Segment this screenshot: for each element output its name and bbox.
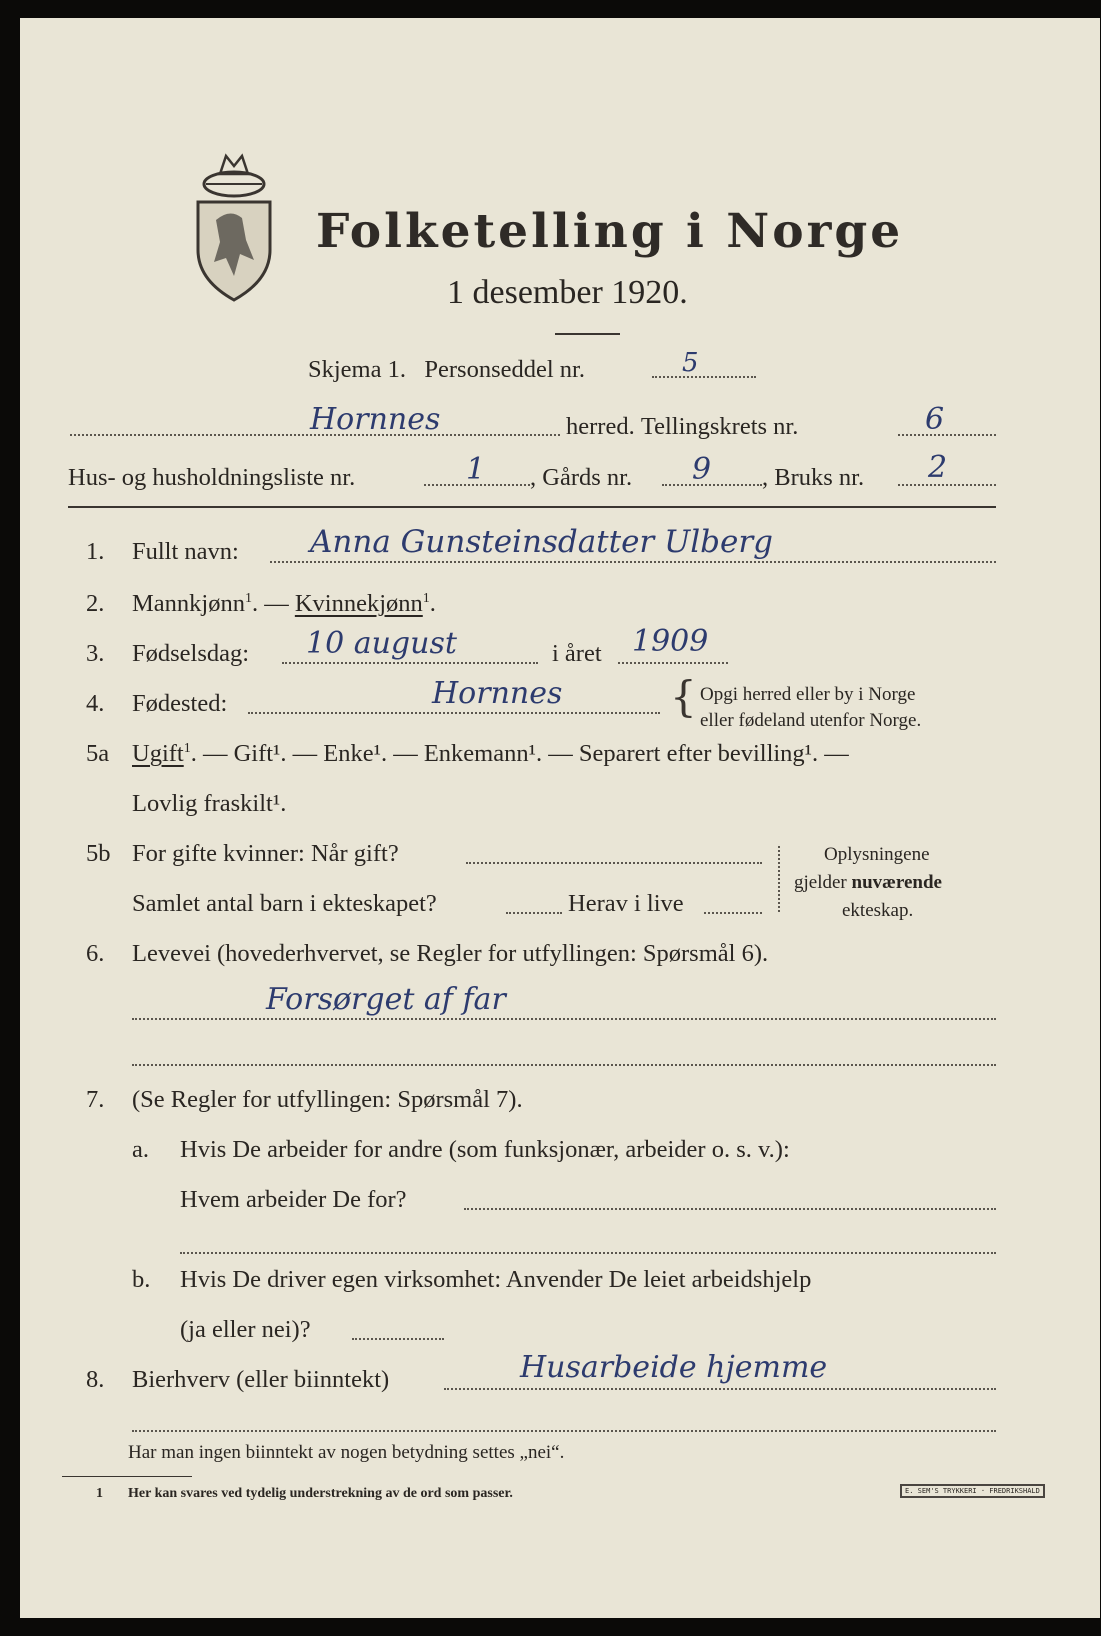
personseddel-value[interactable]: 5 xyxy=(682,348,699,378)
q7a-letter: a. xyxy=(132,1136,149,1163)
q5b-note-1: Oplysningene xyxy=(824,844,930,865)
q4-note-2: eller fødeland utenfor Norge. xyxy=(700,710,922,731)
q4-note-1: Opgi herred eller by i Norge xyxy=(700,684,916,705)
gards-label: , Gårds nr. xyxy=(530,464,633,491)
q7b-letter: b. xyxy=(132,1266,151,1293)
male-option[interactable]: Mannkjønn xyxy=(132,590,245,617)
q1-line xyxy=(270,561,996,563)
census-date: 1 desember 1920. xyxy=(447,274,688,311)
gards-line xyxy=(662,484,762,486)
unmarried-option[interactable]: Ugift xyxy=(132,740,184,767)
birthdate-value[interactable]: 10 august xyxy=(306,626,457,661)
personseddel-line xyxy=(652,376,756,378)
q4-number: 4. xyxy=(86,690,105,717)
married-when-line xyxy=(466,862,762,864)
q3-number: 3. xyxy=(86,640,105,667)
q5b-label-3: Herav i live xyxy=(568,890,684,917)
birthplace-value[interactable]: Hornnes xyxy=(432,676,563,711)
q5b-label-1: For gifte kvinner: Når gift? xyxy=(132,840,399,867)
birthyear-value[interactable]: 1909 xyxy=(632,624,709,659)
alive-line xyxy=(704,912,762,914)
hired-help-line xyxy=(352,1338,444,1340)
coat-of-arms-icon xyxy=(190,150,278,305)
q5a-line2: Lovlig fraskilt¹. xyxy=(132,790,287,817)
title-divider xyxy=(555,333,620,335)
q5a-options: Ugift$^1$. — Gift¹. — Enke¹. — Enkemann¹. — Separert efter bevilling¹. — xyxy=(132,740,849,767)
year-line xyxy=(618,662,728,664)
q5a-number: 5a xyxy=(86,740,110,767)
q8-number: 8. xyxy=(86,1366,105,1393)
bruks-value[interactable]: 2 xyxy=(928,450,948,485)
footnote-mark: 1 xyxy=(96,1486,103,1501)
q4-brace: { xyxy=(670,672,697,721)
q7a-text: Hvis De arbeider for andre (som funksjonær, arbeider o. s. v.): xyxy=(180,1136,790,1163)
occupation-value[interactable]: Forsørget af far xyxy=(266,982,506,1017)
q7-label: (Se Regler for utfyllingen: Spørsmål 7). xyxy=(132,1086,523,1113)
q7b-question: (ja eller nei)? xyxy=(180,1316,311,1343)
q6-line-1 xyxy=(132,1018,996,1020)
side-income-value[interactable]: Husarbeide hjemme xyxy=(520,1350,828,1385)
q5b-number: 5b xyxy=(86,840,111,867)
children-line xyxy=(506,912,562,914)
q6-number: 6. xyxy=(86,940,105,967)
tellingskrets-line xyxy=(898,434,996,436)
herred-value[interactable]: Hornnes xyxy=(310,402,441,437)
q3-label: Fødselsdag: xyxy=(132,640,250,667)
form-title: Folketelling i Norge xyxy=(316,204,904,259)
q1-number: 1. xyxy=(86,538,105,565)
q3-line xyxy=(282,662,538,664)
q4-line xyxy=(248,712,660,714)
q6-line-2 xyxy=(132,1064,996,1066)
year-label: i året xyxy=(552,640,602,667)
gards-value[interactable]: 9 xyxy=(692,452,712,487)
q5b-label-2: Samlet antal barn i ekteskapet? xyxy=(132,890,437,917)
q1-label: Fullt navn: xyxy=(132,538,239,565)
q4-label: Fødested: xyxy=(132,690,228,717)
q5b-note-3: ekteskap. xyxy=(842,900,914,921)
footnote-rule xyxy=(62,1476,192,1477)
footnote-text: Her kan svares ved tydelig understrekning av de ord som passer. xyxy=(128,1486,513,1501)
female-option[interactable]: Kvinnekjønn xyxy=(294,590,423,617)
employer-line xyxy=(464,1208,996,1210)
q7a-question: Hvem arbeider De for? xyxy=(180,1186,407,1213)
q8-line-2 xyxy=(132,1430,996,1432)
header-rule xyxy=(68,506,996,508)
tellingskrets-value[interactable]: 6 xyxy=(925,402,945,437)
q8-line xyxy=(444,1388,996,1390)
employer-line-2 xyxy=(180,1252,996,1254)
q5b-note-2: gjelder nuværende xyxy=(794,872,942,893)
full-name-value[interactable]: Anna Gunsteinsdatter Ulberg xyxy=(310,524,774,560)
schema-label: Skjema 1. Personseddel nr. xyxy=(308,356,585,383)
bruks-label: , Bruks nr. xyxy=(762,464,865,491)
nei-note: Har man ingen biinntekt av nogen betydning settes „nei“. xyxy=(128,1442,565,1463)
q6-label: Levevei (hovederhvervet, se Regler for utfyllingen: Spørsmål 6). xyxy=(132,940,769,967)
husliste-value[interactable]: 1 xyxy=(466,452,486,487)
q7-number: 7. xyxy=(86,1086,105,1113)
husliste-label: Hus- og husholdningsliste nr. xyxy=(68,464,356,491)
herred-label: herred. Tellingskrets nr. xyxy=(566,413,799,440)
printer-stamp: E. SEM'S TRYKKERI · FREDRIKSHALD xyxy=(900,1484,1045,1498)
census-form xyxy=(20,18,1100,1618)
q7b-text: Hvis De driver egen virksomhet: Anvender De leiet arbeidshjelp xyxy=(180,1266,812,1293)
q5b-brace xyxy=(778,846,780,912)
q2-gender: Mannkjønn$^1$. — Kvinnekjønn$^1$. xyxy=(132,590,436,617)
q8-label: Bierhverv (eller biinntekt) xyxy=(132,1366,390,1393)
q2-number: 2. xyxy=(86,590,105,617)
